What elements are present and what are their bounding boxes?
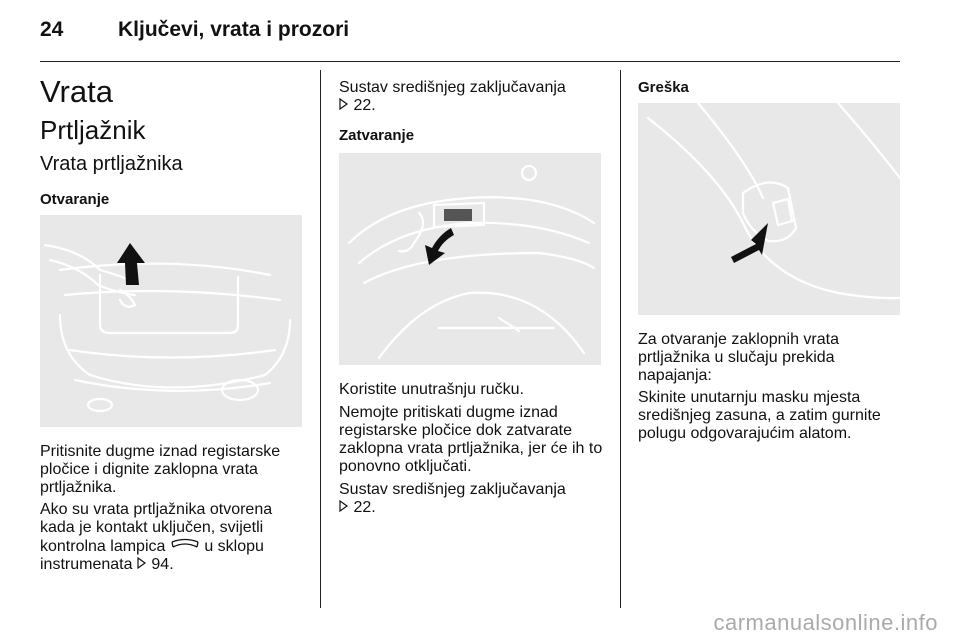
section-title: Vrata — [40, 74, 113, 109]
text-line: Sustav središnjeg zaključavanja — [339, 79, 566, 96]
header-rule — [40, 61, 900, 62]
text-line: kada je kontakt uključen, svijetli — [40, 519, 264, 536]
figure-fault-illustration — [638, 103, 900, 315]
paragraph-opening-1 — [40, 443, 310, 497]
section-subtitle: Prtljažnik — [40, 115, 146, 145]
text-line — [339, 499, 614, 517]
text-line: napajanja: — [638, 367, 712, 384]
text-line: Za otvaranje zaklopnih vrata — [638, 331, 839, 348]
page-reference-icon — [339, 97, 349, 115]
text-line: Skinite unutarnju masku mjesta — [638, 389, 861, 406]
page-reference: 94. — [151, 556, 174, 573]
text-line: registarske pločice dok zatvarate — [339, 422, 572, 439]
trunk-open-warning-icon — [170, 537, 200, 556]
page-reference: 22. — [353, 97, 376, 114]
text-line: ponovno otključati. — [339, 458, 472, 475]
text-line — [40, 537, 315, 556]
figure-closing-illustration — [339, 153, 601, 365]
watermark: carmanualsonline.info — [713, 610, 938, 635]
page-reference-icon — [339, 499, 349, 517]
text-line: polugu odgovarajućim alatom. — [638, 425, 852, 442]
text-span: instrumenata — [40, 556, 133, 573]
text-line — [339, 97, 609, 115]
heading-opening: Otvaranje — [40, 191, 110, 208]
text-line: Pritisnite dugme iznad registarske — [40, 443, 281, 460]
text-line: prtljažnika. — [40, 479, 117, 496]
paragraph-fault-2 — [638, 389, 903, 443]
text-line: pločice i dignite zaklopna vrata — [40, 461, 258, 478]
page-number: 24 — [40, 18, 64, 41]
page-reference: 22. — [353, 499, 376, 516]
column-divider-1 — [320, 70, 321, 608]
section-subsubtitle: Vrata prtljažnika — [40, 153, 183, 175]
text-line: zaklopna vrata prtljažnika, jer će ih to — [339, 440, 603, 457]
paragraph-closing-1: Koristite unutrašnju ručku. — [339, 381, 524, 398]
paragraph-opening-2 — [40, 501, 315, 574]
paragraph-closing-2 — [339, 404, 619, 476]
text-line: središnjeg zasuna, a zatim gurnite — [638, 407, 881, 424]
text-span: kontrolna lampica — [40, 538, 166, 555]
text-span: u sklopu — [204, 538, 264, 555]
figure-opening-illustration — [40, 215, 302, 427]
text-line: prtljažnika u slučaju prekida — [638, 349, 835, 366]
text-line: Ako su vrata prtljažnika otvorena — [40, 501, 273, 518]
paragraph-closing-3 — [339, 481, 614, 517]
page-reference-icon — [137, 556, 147, 574]
text-line: Nemojte pritiskati dugme iznad — [339, 404, 558, 421]
heading-fault: Greška — [638, 79, 689, 96]
text-line — [40, 556, 315, 574]
paragraph-central-locking-intro — [339, 79, 609, 115]
chapter-title: Ključevi, vrata i prozori — [118, 18, 350, 41]
column-divider-2 — [620, 70, 621, 608]
paragraph-fault-1 — [638, 331, 903, 385]
text-line: Sustav središnjeg zaključavanja — [339, 481, 566, 498]
heading-closing: Zatvaranje — [339, 127, 415, 144]
